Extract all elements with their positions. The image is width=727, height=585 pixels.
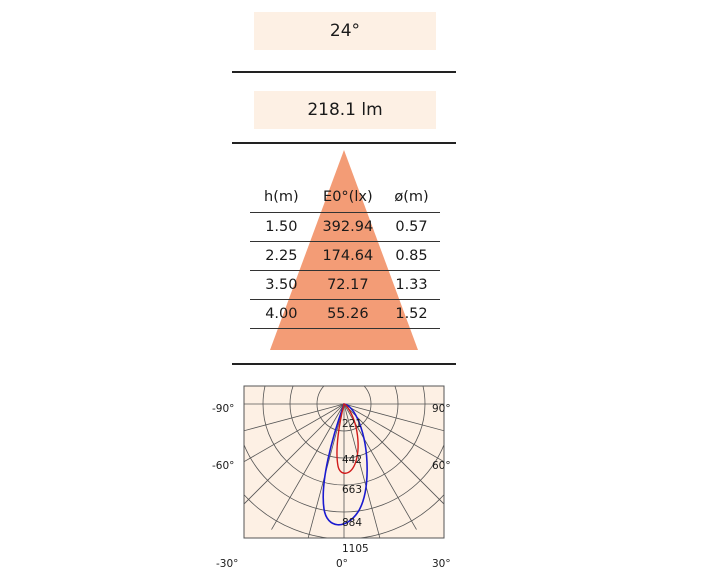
photometric-table <box>250 183 440 329</box>
polar-angle-label-30: 30° <box>432 558 451 570</box>
table-row <box>250 300 440 329</box>
polar-angle-label-minus30: -30° <box>216 558 239 570</box>
column-header-diameter: ø(m) <box>383 183 440 213</box>
polar-angle-label-90: 90° <box>432 403 451 415</box>
cell-illuminance: 392.94 <box>313 213 383 242</box>
cell-diameter: 1.33 <box>383 271 440 300</box>
luminous-flux-banner <box>254 91 436 129</box>
cell-diameter: 1.52 <box>383 300 440 329</box>
divider-rule-top <box>232 71 456 73</box>
cell-height: 4.00 <box>250 300 313 329</box>
luminous-flux-value: 218.1 lm <box>307 100 383 120</box>
polar-radial-label-1105: 1105 <box>342 543 369 555</box>
polar-angle-label-0: 0° <box>336 558 348 570</box>
polar-radial-label-663: 663 <box>342 484 363 496</box>
beam-angle-value: 24° <box>329 21 361 41</box>
cell-height: 3.50 <box>250 271 313 300</box>
divider-rule-bottom <box>232 363 456 365</box>
table-row <box>250 213 440 242</box>
cell-diameter: 0.57 <box>383 213 440 242</box>
column-header-height: h(m) <box>250 183 313 213</box>
polar-radial-label-442: 442 <box>342 454 363 466</box>
cone-table-block <box>232 150 456 350</box>
divider-rule-middle <box>232 142 456 144</box>
cell-illuminance: 72.17 <box>313 271 383 300</box>
cell-illuminance: 55.26 <box>313 300 383 329</box>
cell-height: 2.25 <box>250 242 313 271</box>
polar-radial-label-221: 221 <box>342 418 363 430</box>
cell-illuminance: 174.64 <box>313 242 383 271</box>
table-header-row <box>250 183 440 213</box>
polar-angle-label-minus90: -90° <box>212 403 235 415</box>
cell-diameter: 0.85 <box>383 242 440 271</box>
beam-angle-banner <box>254 12 436 50</box>
column-header-illuminance: E0°(lx) <box>313 183 383 213</box>
table-row <box>250 271 440 300</box>
polar-angle-label-minus60: -60° <box>212 460 235 472</box>
polar-intensity-diagram <box>212 378 460 573</box>
polar-angle-label-60: 60° <box>432 460 451 472</box>
table-row <box>250 242 440 271</box>
polar-radial-label-884: 884 <box>342 517 363 529</box>
cell-height: 1.50 <box>250 213 313 242</box>
